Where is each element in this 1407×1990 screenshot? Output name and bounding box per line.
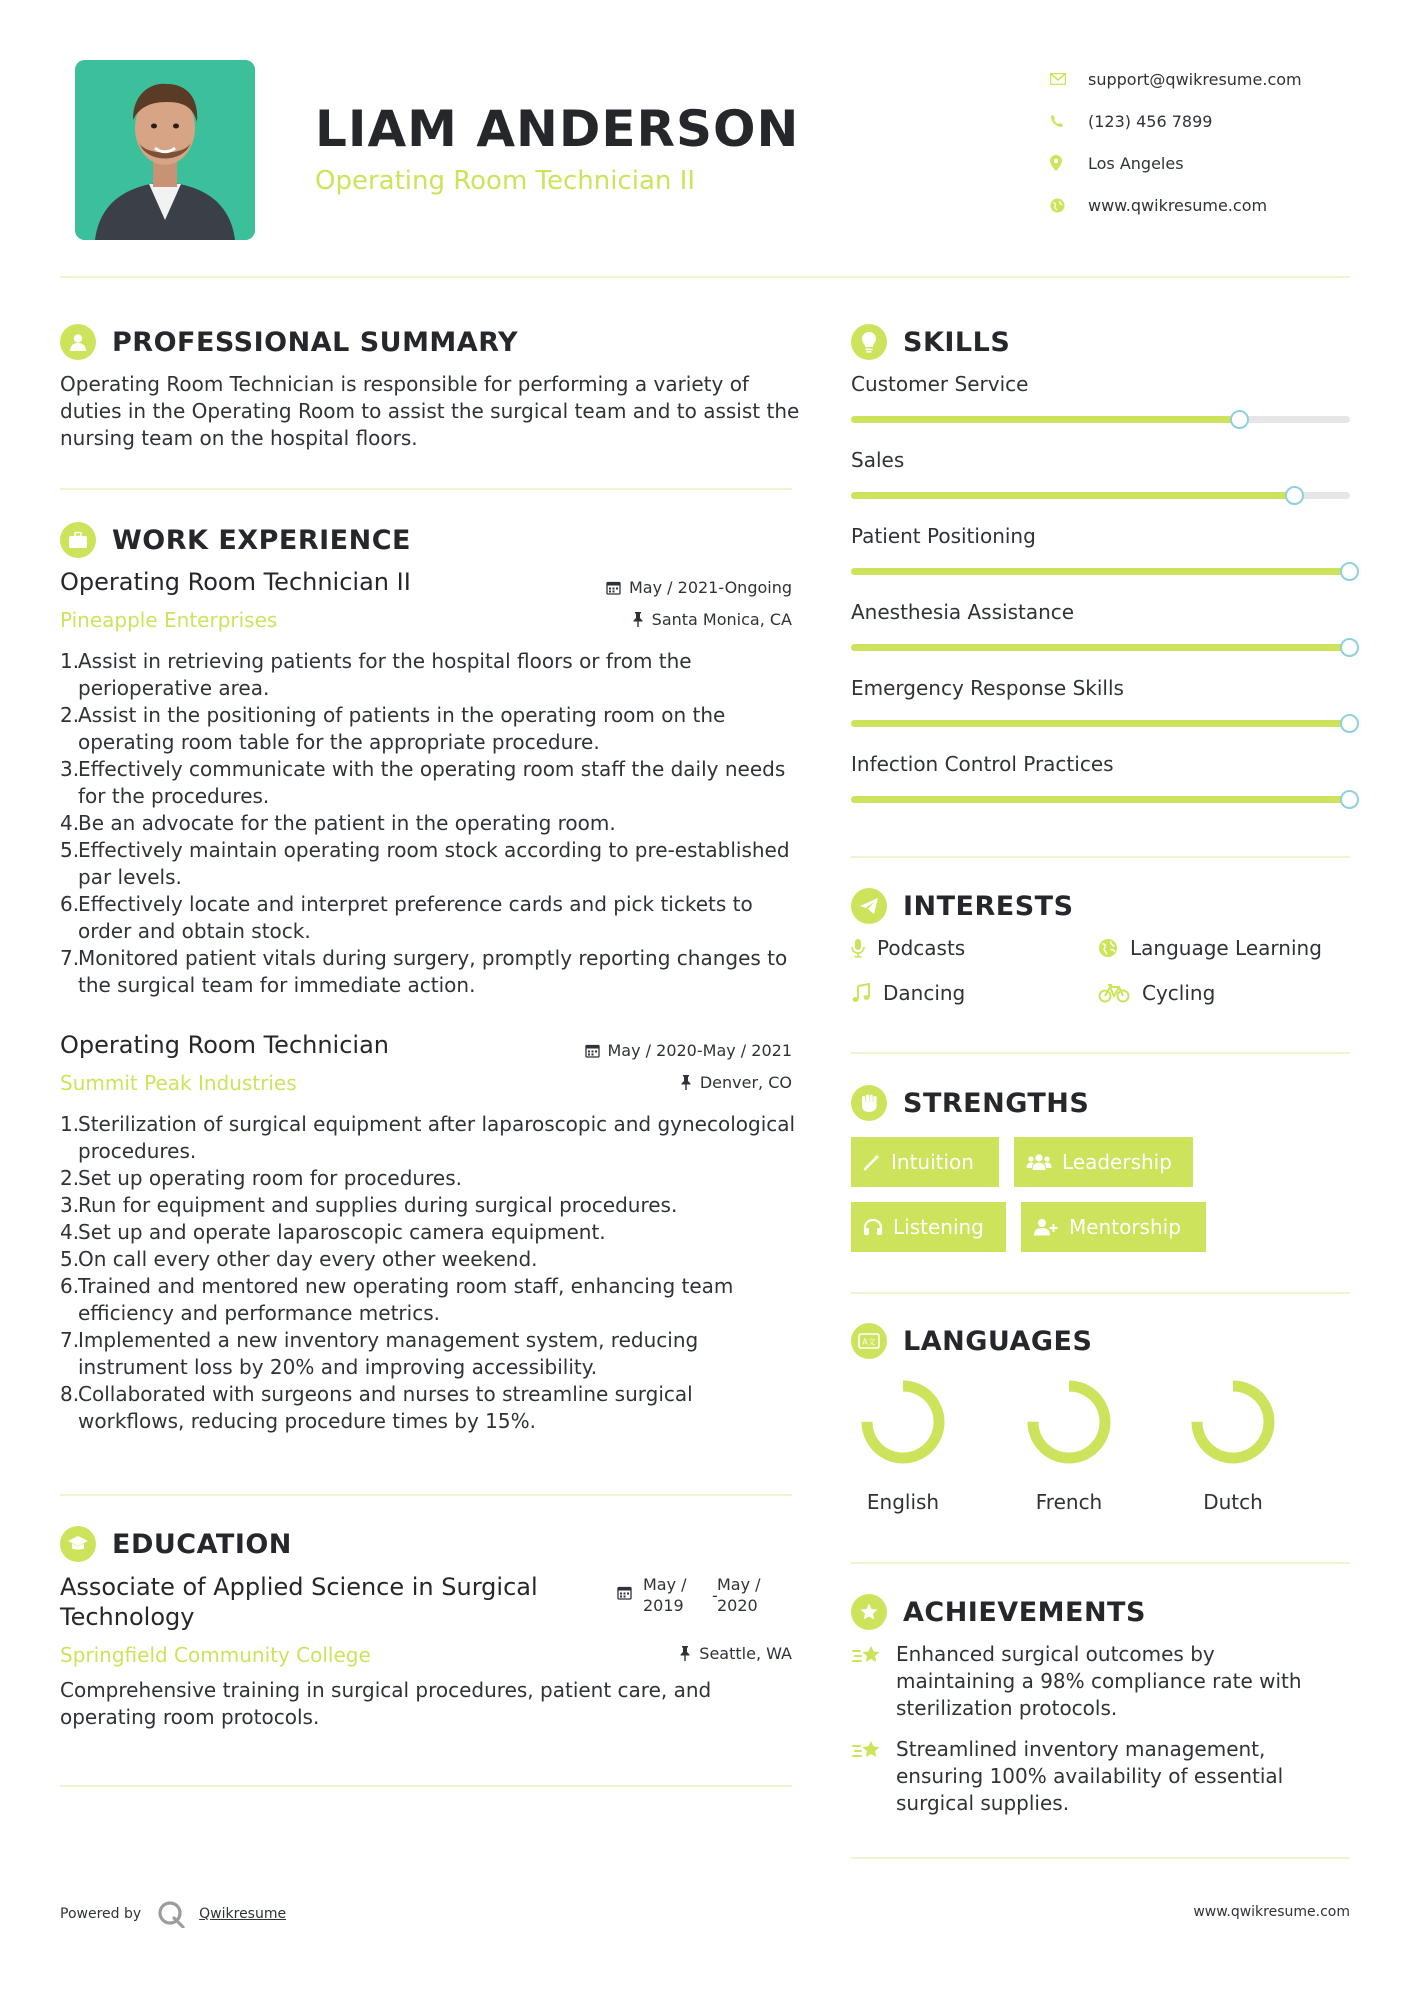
job-company: Pineapple Enterprises bbox=[60, 608, 278, 632]
strength-tag: Listening bbox=[851, 1202, 1006, 1252]
list-item: 5. On call every other day every other weekend. bbox=[60, 1247, 538, 1271]
education-start-date: May / 2019 bbox=[643, 1575, 687, 1615]
globe-icon bbox=[1050, 198, 1088, 213]
star-badge-icon bbox=[851, 1594, 887, 1630]
job-location: Santa Monica, CA bbox=[500, 610, 792, 629]
languages-section-header bbox=[851, 1323, 1092, 1359]
job-title: Operating Room Technician bbox=[60, 1031, 390, 1059]
list-item: 3. Effectively communicate with the operating room staff the daily needs for the procedures. bbox=[60, 757, 786, 808]
skill-bar-knob bbox=[1340, 638, 1359, 657]
list-item: 6. Effectively locate and interpret preference cards and pick tickets to order and obtain stock. bbox=[60, 892, 753, 943]
job-duties-list bbox=[60, 648, 800, 999]
experience-divider bbox=[60, 1494, 792, 1496]
experience-heading: WORK EXPERIENCE bbox=[112, 524, 411, 556]
strength-tag: Leadership bbox=[1014, 1137, 1193, 1187]
list-item: 6. Trained and mentored new operating room staff, enhancing team efficiency and performance metrics. bbox=[60, 1274, 734, 1325]
language-ring bbox=[1189, 1378, 1277, 1466]
skill-bar bbox=[851, 720, 1350, 727]
job-dates: May / 2020-May / 2021 bbox=[500, 1041, 792, 1060]
strength-tag: Intuition bbox=[851, 1137, 999, 1187]
contact-location: Los Angeles bbox=[1050, 142, 1302, 184]
skill-label: Anesthesia Assistance bbox=[851, 600, 1075, 624]
list-item: 4. Be an advocate for the patient in the operating room. bbox=[60, 811, 616, 835]
languages-divider bbox=[851, 1562, 1350, 1564]
skill-bar-fill bbox=[851, 796, 1350, 803]
list-item: 1. Assist in retrieving patients for the hospital floors or from the perioperative area. bbox=[60, 649, 692, 700]
job-dates: May / 2021-Ongoing bbox=[500, 578, 792, 597]
contact-list bbox=[1050, 58, 1302, 226]
list-item: 7. Implemented a new inventory management system, reducing instrument loss by 20% and improving accessibility. bbox=[60, 1328, 699, 1379]
skills-section-header bbox=[851, 324, 1010, 360]
language-ring-arc bbox=[1033, 1386, 1105, 1458]
skill-bar-fill bbox=[851, 568, 1350, 575]
degree-title: Associate of Applied Science in Surgical Technology bbox=[60, 1573, 538, 1631]
skill-label: Patient Positioning bbox=[851, 524, 1036, 548]
language-ring-arc bbox=[867, 1386, 939, 1458]
list-item: 1. Sterilization of surgical equipment after laparoscopic and gynecological procedures. bbox=[60, 1112, 796, 1163]
header-divider bbox=[60, 276, 1350, 278]
skill-bar bbox=[851, 568, 1350, 575]
summary-heading: PROFESSIONAL SUMMARY bbox=[112, 326, 519, 358]
job-company: Summit Peak Industries bbox=[60, 1071, 297, 1095]
profile-photo bbox=[75, 60, 255, 240]
list-item: 5. Effectively maintain operating room stock according to pre-established par levels. bbox=[60, 838, 790, 889]
calendar-icon bbox=[617, 1585, 632, 1604]
strengths-heading: STRENGTHS bbox=[903, 1087, 1090, 1119]
skill-bar-knob bbox=[1340, 714, 1359, 733]
interests-section-header bbox=[851, 888, 1074, 924]
graduation-cap-icon bbox=[60, 1526, 96, 1562]
interest-item: Language Learning bbox=[1098, 936, 1322, 960]
skill-bar bbox=[851, 416, 1350, 423]
bicycle-icon bbox=[1098, 983, 1130, 1003]
experience-section-header bbox=[60, 522, 411, 558]
summary-section-header bbox=[60, 324, 518, 360]
candidate-name: LIAM ANDERSON bbox=[315, 100, 800, 158]
footer-website[interactable]: www.qwikresume.com bbox=[1193, 1904, 1350, 1920]
achievements-section-header bbox=[851, 1594, 1146, 1630]
list-item: 4. Set up and operate laparoscopic camera equipment. bbox=[60, 1220, 606, 1244]
language-label: Dutch bbox=[1203, 1490, 1263, 1514]
lightbulb-icon bbox=[851, 324, 887, 360]
achievements-heading: ACHIEVEMENTS bbox=[903, 1596, 1146, 1628]
skill-label: Infection Control Practices bbox=[851, 752, 1114, 776]
summary-divider bbox=[60, 488, 792, 490]
strengths-section-header bbox=[851, 1085, 1089, 1121]
calendar-icon bbox=[606, 580, 621, 595]
skill-bar-knob bbox=[1340, 790, 1359, 809]
school-name: Springfield Community College bbox=[60, 1643, 371, 1667]
pushpin-icon bbox=[680, 1075, 692, 1090]
strengths-divider bbox=[851, 1292, 1350, 1294]
achievements-divider bbox=[851, 1857, 1350, 1859]
user-icon bbox=[60, 324, 96, 360]
language-ring bbox=[859, 1378, 947, 1466]
map-pin-icon bbox=[1050, 155, 1088, 171]
contact-website[interactable]: www.qwikresume.com bbox=[1050, 184, 1302, 226]
headphones-icon bbox=[863, 1218, 883, 1236]
skill-bar-fill bbox=[851, 644, 1350, 651]
skill-bar bbox=[851, 796, 1350, 803]
qwikresume-link[interactable]: Qwikresume bbox=[199, 1906, 287, 1922]
interest-item: Cycling bbox=[1098, 981, 1215, 1005]
skill-bar-knob bbox=[1285, 486, 1304, 505]
shooting-star-icon bbox=[851, 1736, 896, 1817]
skill-bar-fill bbox=[851, 416, 1240, 423]
paper-plane-icon bbox=[851, 888, 887, 924]
candidate-title: Operating Room Technician II bbox=[315, 166, 696, 196]
list-item: 3. Run for equipment and supplies during surgical procedures. bbox=[60, 1193, 678, 1217]
interest-item: Podcasts bbox=[851, 936, 965, 960]
skill-label: Sales bbox=[851, 448, 905, 472]
shooting-star-icon bbox=[851, 1641, 896, 1722]
magic-wand-icon bbox=[863, 1153, 881, 1171]
svg-text:A文: A文 bbox=[862, 1337, 876, 1347]
interest-item: Dancing bbox=[851, 981, 965, 1005]
user-plus-icon bbox=[1033, 1218, 1059, 1236]
education-divider bbox=[60, 1785, 792, 1787]
list-item: 2. Set up operating room for procedures. bbox=[60, 1166, 462, 1190]
job-duties-list bbox=[60, 1111, 800, 1435]
education-heading: EDUCATION bbox=[112, 1528, 292, 1560]
globe-icon bbox=[1098, 938, 1118, 958]
list-item: 7. Monitored patient vitals during surgery, promptly reporting changes to the surgical team for immediate action. bbox=[60, 946, 788, 997]
envelope-icon bbox=[1050, 73, 1088, 85]
interests-divider bbox=[851, 1052, 1350, 1054]
skill-bar-fill bbox=[851, 492, 1295, 499]
pushpin-icon bbox=[632, 612, 644, 627]
date-separator: - bbox=[712, 1586, 718, 1605]
footer-powered-by: Powered by Qwikresume bbox=[60, 1900, 286, 1928]
pushpin-icon bbox=[679, 1646, 691, 1661]
language-label: English bbox=[866, 1490, 940, 1514]
language-label: French bbox=[1035, 1490, 1103, 1514]
skill-bar-knob bbox=[1230, 410, 1249, 429]
list-item: 8. Collaborated with surgeons and nurses to streamline surgical workflows, reducing procedure times by 15%. bbox=[60, 1382, 693, 1433]
skill-bar-knob bbox=[1340, 562, 1359, 581]
language-ring-arc bbox=[1197, 1386, 1269, 1458]
briefcase-icon bbox=[60, 522, 96, 558]
language-icon bbox=[851, 1323, 887, 1359]
calendar-icon bbox=[585, 1043, 600, 1058]
qwikresume-logo-icon bbox=[157, 1900, 187, 1928]
users-icon bbox=[1026, 1153, 1052, 1171]
skills-heading: SKILLS bbox=[903, 326, 1011, 358]
list-item: 2. Assist in the positioning of patients in the operating room on the operating room table for the appropriate procedure. bbox=[60, 703, 726, 754]
strength-tag: Mentorship bbox=[1021, 1202, 1206, 1252]
contact-phone[interactable]: (123) 456 7899 bbox=[1050, 100, 1302, 142]
fist-icon bbox=[851, 1085, 887, 1121]
education-end-date: May / 2020 bbox=[717, 1575, 761, 1615]
skill-bar bbox=[851, 644, 1350, 651]
education-description: Comprehensive training in surgical procedures, patient care, and operating room protocols. bbox=[60, 1678, 712, 1729]
summary-text: Operating Room Technician is responsible for performing a variety of duties in the Operating Room to assist the surgical team and to assist the nursing team on the hospital floors. bbox=[60, 372, 800, 450]
interests-heading: INTERESTS bbox=[903, 890, 1074, 922]
job-location: Denver, CO bbox=[500, 1073, 792, 1092]
skill-bar bbox=[851, 492, 1350, 499]
skill-bar-fill bbox=[851, 720, 1350, 727]
achievement-item: Streamlined inventory management, ensuring 100% availability of essential surgical supplies. bbox=[851, 1736, 1331, 1817]
microphone-icon bbox=[851, 938, 865, 958]
contact-email[interactable]: support@qwikresume.com bbox=[1050, 58, 1302, 100]
education-section-header bbox=[60, 1526, 292, 1562]
achievement-item: Enhanced surgical outcomes by maintaining a 98% compliance rate with sterilization protocols. bbox=[851, 1641, 1331, 1722]
phone-icon bbox=[1050, 114, 1088, 128]
language-ring bbox=[1025, 1378, 1113, 1466]
music-note-icon bbox=[851, 983, 871, 1003]
skill-label: Customer Service bbox=[851, 372, 1029, 396]
skills-divider bbox=[851, 856, 1350, 858]
skill-label: Emergency Response Skills bbox=[851, 676, 1124, 700]
job-title: Operating Room Technician II bbox=[60, 568, 411, 596]
education-location: Seattle, WA bbox=[500, 1644, 792, 1663]
languages-heading: LANGUAGES bbox=[903, 1325, 1093, 1357]
